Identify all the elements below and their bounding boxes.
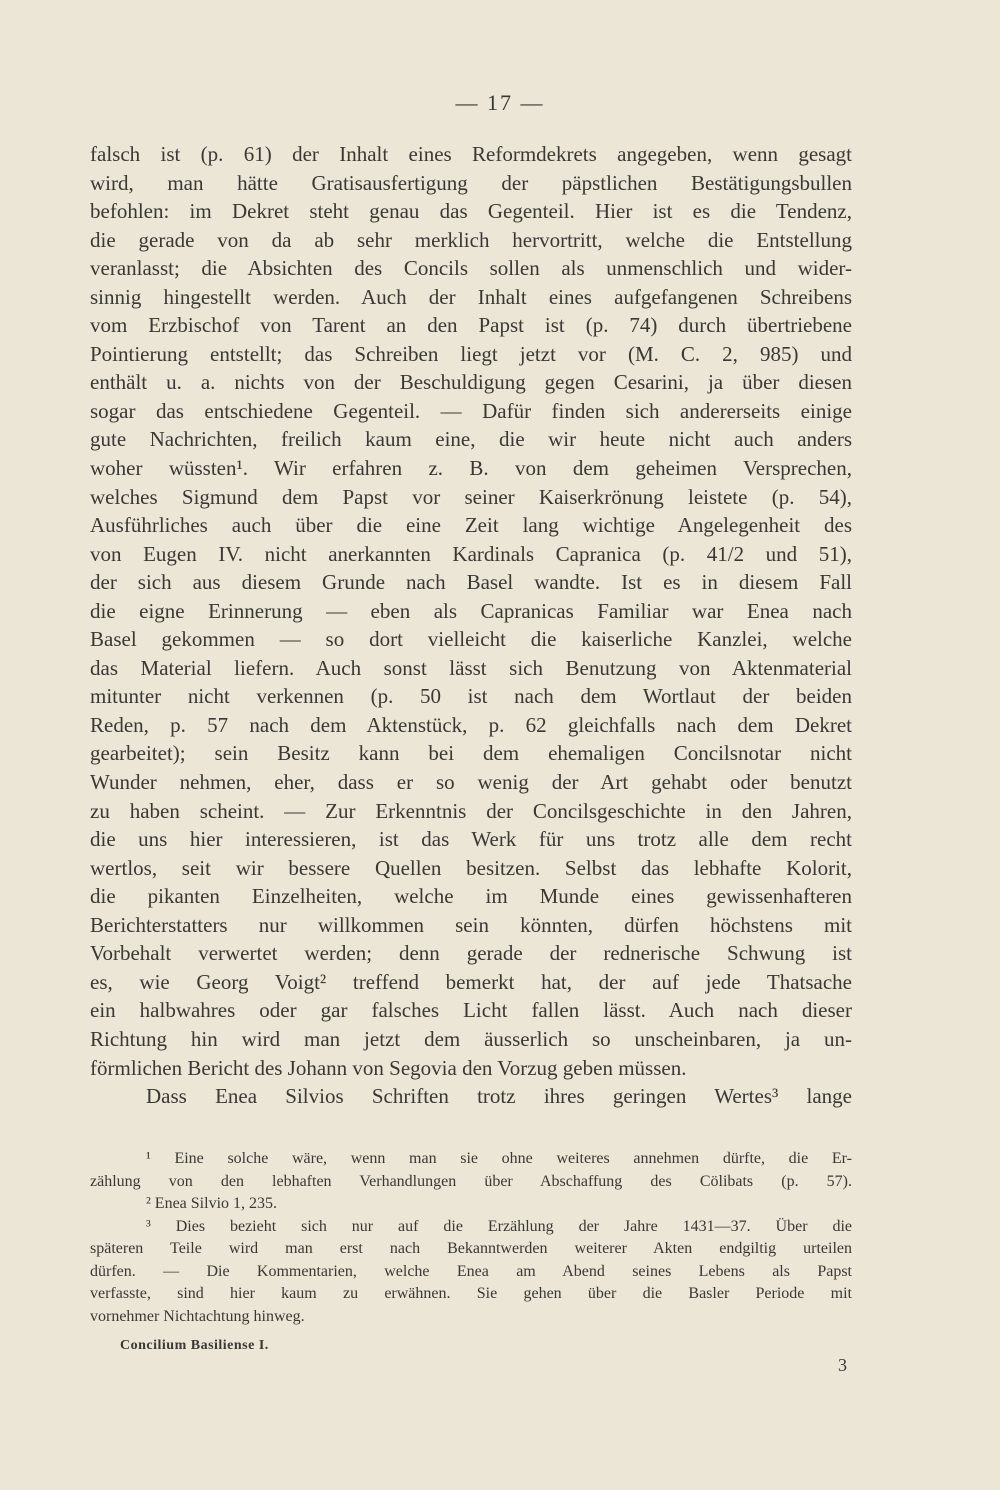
body-line: wertlos, seit wir bessere Quellen besitzen. Selbst das lebhafte Kolorit, bbox=[90, 855, 852, 880]
footnote-line: vornehmer Nichtachtung hinweg. bbox=[90, 1307, 305, 1325]
signature-title: Concilium Basiliense I. bbox=[120, 1338, 269, 1353]
body-line: förmlichen Bericht des Johann von Segovia den Vorzug geben müssen. bbox=[90, 1055, 687, 1080]
body-line: der sich aus diesem Grunde nach Basel wandte. Ist es in diesem Fall bbox=[90, 570, 852, 595]
body-line: Berichterstatters nur willkommen sein könnten, dürfen höchstens mit bbox=[90, 912, 852, 937]
body-line: das Material liefern. Auch sonst lässt sich Benutzung von Aktenmaterial bbox=[90, 655, 852, 680]
footnotes bbox=[90, 1148, 852, 1328]
body-line: gute Nachrichten, freilich kaum eine, die wir heute nicht auch anders bbox=[90, 427, 852, 452]
body-line: die eigne Erinnerung — eben als Capranicas Familiar war Enea nach bbox=[90, 598, 852, 623]
body-line: ein halbwahres oder gar falsches Licht fallen lässt. Auch nach dieser bbox=[90, 998, 852, 1023]
footnote-line: ³ Dies bezieht sich nur auf die Erzählung der Jahre 1431—37. Über die bbox=[146, 1217, 852, 1235]
body-line: woher wüssten¹. Wir erfahren z. B. von dem geheimen Versprechen, bbox=[90, 456, 852, 481]
body-line: wird, man hätte Gratisausfertigung der päpstlichen Bestätigungsbullen bbox=[90, 170, 852, 195]
body-line: die gerade von da ab sehr merklich hervortritt, welche die Entstellung bbox=[90, 227, 852, 252]
body-line: Richtung hin wird man jetzt dem äusserlich so unscheinbaren, ja un- bbox=[90, 1026, 852, 1051]
body-line: vom Erzbischof von Tarent an den Papst ist (p. 74) durch übertriebene bbox=[90, 313, 852, 338]
body-line: sogar das entschiedene Gegenteil. — Dafür finden sich andererseits einige bbox=[90, 398, 852, 423]
body-line: befohlen: im Dekret steht genau das Gegenteil. Hier ist es die Tendenz, bbox=[90, 199, 852, 224]
body-line: zu haben scheint. — Zur Erkenntnis der Concilsgeschichte in den Jahren, bbox=[90, 798, 852, 823]
footnote-line: ¹ Eine solche wäre, wenn man sie ohne weiteres annehmen dürfte, die Er- bbox=[146, 1150, 852, 1167]
page-number: — 17 — bbox=[455, 90, 545, 115]
body-line: veranlasst; die Absichten des Concils sollen als unmenschlich und wider- bbox=[90, 256, 852, 281]
body-line: Ausführliches auch über die eine Zeit lang wichtige Angelegenheit des bbox=[90, 513, 852, 538]
body-line: Pointierung entstellt; das Schreiben liegt jetzt vor (M. C. 2, 985) und bbox=[90, 341, 852, 366]
body-line: die uns hier interessieren, ist das Werk für uns trotz alle dem recht bbox=[90, 827, 852, 852]
body-line: falsch ist (p. 61) der Inhalt eines Reformdekrets angegeben, wenn gesagt bbox=[90, 142, 852, 166]
body-line: Reden, p. 57 nach dem Aktenstück, p. 62 gleichfalls nach dem Dekret bbox=[90, 712, 852, 737]
footnote-line: ² Enea Silvio 1, 235. bbox=[146, 1195, 278, 1212]
body-line: Vorbehalt verwertet werden; denn gerade der rednerische Schwung ist bbox=[90, 941, 852, 966]
body-line: gearbeitet); sein Besitz kann bei dem ehemaligen Concilsnotar nicht bbox=[90, 741, 852, 766]
body-line: es, wie Georg Voigt² treffend bemerkt hat, der auf jede Thatsache bbox=[90, 969, 852, 994]
body-line: sinnig hingestellt werden. Auch der Inhalt eines aufgefangenen Schreibens bbox=[90, 284, 852, 309]
body-line: von Eugen IV. nicht anerkannten Kardinals Capranica (p. 41/2 und 51), bbox=[90, 541, 852, 566]
footnote-line: dürfen. — Die Kommentarien, welche Enea am Abend seines Lebens als Papst bbox=[90, 1262, 852, 1280]
body-line: Dass Enea Silvios Schriften trotz ihres geringen Wertes³ lange bbox=[146, 1084, 852, 1109]
signature-number: 3 bbox=[838, 1355, 847, 1375]
body-line: enthält u. a. nichts von der Beschuldigung gegen Cesarini, ja über diesen bbox=[90, 370, 852, 395]
body-line: die pikanten Einzelheiten, welche im Munde eines gewissenhafteren bbox=[90, 884, 852, 909]
footnote-line: verfasste, sind hier kaum zu erwähnen. Sie gehen über die Basler Periode mit bbox=[90, 1285, 852, 1302]
body-line: mitunter nicht verkennen (p. 50 ist nach dem Wortlaut der beiden bbox=[90, 684, 852, 709]
footnote-line: zählung von den lebhaften Verhandlungen über Abschaffung des Cölibats (p. 57). bbox=[90, 1172, 852, 1190]
body-text bbox=[90, 140, 852, 1111]
body-line: Wunder nehmen, eher, dass er so wenig der Art gehabt oder benutzt bbox=[90, 770, 852, 795]
body-line: welches Sigmund dem Papst vor seiner Kaiserkrönung leistete (p. 54), bbox=[90, 484, 852, 509]
footnote-line: späteren Teile wird man erst nach Bekanntwerden weiterer Akten endgiltig urteilen bbox=[90, 1240, 852, 1257]
body-line: Basel gekommen — so dort vielleicht die kaiserliche Kanzlei, welche bbox=[90, 627, 852, 652]
